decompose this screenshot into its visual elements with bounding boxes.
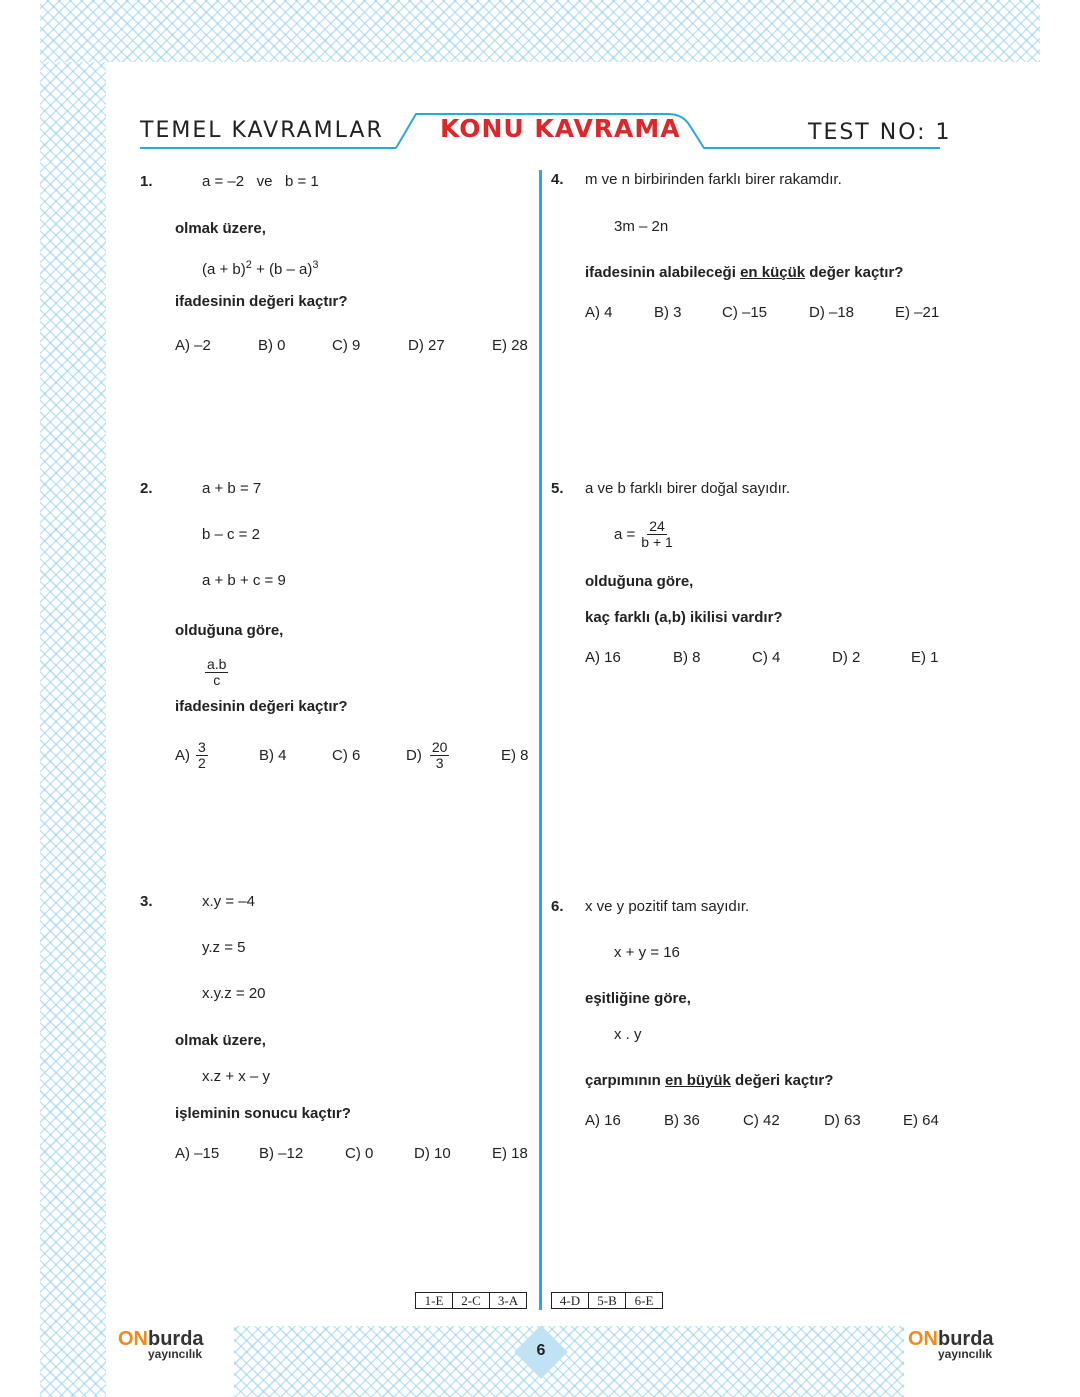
bottom-pattern-band xyxy=(234,1326,904,1397)
page-number: 6 xyxy=(536,1342,546,1359)
logo-subtitle: yayıncılık xyxy=(148,1347,203,1361)
header-center-title: KONU KAVRAMA xyxy=(440,114,681,143)
logo-on: ON xyxy=(118,1328,148,1350)
question-number: 5. xyxy=(551,480,564,497)
expression: x.z + x – y xyxy=(202,1068,270,1085)
question-number: 3. xyxy=(140,893,153,910)
equation-1: a + b = 7 xyxy=(202,480,262,497)
equation-2: b – c = 2 xyxy=(202,526,260,543)
fraction-expression xyxy=(614,519,673,550)
expression: x . y xyxy=(614,1026,642,1043)
option-d[interactable]: D) 63 xyxy=(824,1112,861,1129)
header-right-title: TEST NO: 1 xyxy=(808,120,952,145)
expr-base-2: + (b – a) xyxy=(251,261,313,278)
option-b[interactable]: B) 3 xyxy=(654,304,682,321)
answer-key-item: 3-A xyxy=(497,1293,519,1308)
option-a[interactable]: A) –15 xyxy=(175,1145,220,1162)
option-d-denominator: 3 xyxy=(435,755,444,771)
option-d[interactable]: D) –18 xyxy=(809,304,855,321)
question-prompt: kaç farklı (a,b) ikilisi vardır? xyxy=(585,609,783,626)
header-left-title: TEMEL KAVRAMLAR xyxy=(140,118,384,143)
option-d[interactable] xyxy=(406,740,449,771)
lhs: a = xyxy=(614,526,636,543)
option-b[interactable]: B) 8 xyxy=(673,649,701,666)
emphasis-underlined: en büyük xyxy=(665,1072,731,1089)
top-pattern-border xyxy=(40,0,1040,62)
option-a[interactable]: A) 16 xyxy=(585,1112,621,1129)
answer-key-item: 1-E xyxy=(416,1293,453,1308)
condition-text: eşitliğine göre, xyxy=(585,990,691,1007)
statement: m ve n birbirinden farklı birer rakamdır. xyxy=(585,171,842,188)
prompt-end: değer kaçtır? xyxy=(805,264,904,281)
option-c[interactable]: C) 6 xyxy=(332,747,361,764)
logo-burda: burda xyxy=(148,1328,204,1350)
option-b[interactable]: B) –12 xyxy=(259,1145,304,1162)
option-e[interactable]: E) 1 xyxy=(911,649,939,666)
logo-on: ON xyxy=(908,1328,938,1350)
content-area xyxy=(106,62,1040,1326)
condition-text: olduğuna göre, xyxy=(585,573,694,590)
option-b[interactable]: B) 0 xyxy=(258,337,286,354)
option-d-numerator: 20 xyxy=(431,739,448,755)
question-number: 4. xyxy=(551,171,564,188)
equation-1: x.y = –4 xyxy=(202,893,255,910)
fraction-numerator: 24 xyxy=(649,518,665,534)
fraction-denominator: b + 1 xyxy=(641,534,673,550)
question-prompt: ifadesinin değeri kaçtır? xyxy=(175,293,348,310)
option-c[interactable]: C) –15 xyxy=(722,304,768,321)
question-prompt xyxy=(585,1072,833,1090)
option-label: A) xyxy=(175,747,190,764)
answer-key-item: 4-D xyxy=(552,1293,589,1308)
option-e[interactable]: E) 18 xyxy=(492,1145,528,1162)
question-prompt: işleminin sonucu kaçtır? xyxy=(175,1105,351,1122)
prompt-start: ifadesinin alabileceği xyxy=(585,264,741,281)
option-d[interactable]: D) 2 xyxy=(832,649,861,666)
answer-key-left xyxy=(415,1292,527,1309)
prompt-end: değeri kaçtır? xyxy=(730,1072,834,1089)
logo-subtitle: yayıncılık xyxy=(938,1347,993,1361)
column-divider xyxy=(539,170,542,1310)
condition-text: olduğuna göre, xyxy=(175,622,284,639)
option-a[interactable] xyxy=(175,740,208,771)
answer-key-right xyxy=(551,1292,663,1309)
option-e[interactable]: E) –21 xyxy=(895,304,940,321)
option-a[interactable]: A) 16 xyxy=(585,649,621,666)
question-prompt: ifadesinin değeri kaçtır? xyxy=(175,698,348,715)
expression: 3m – 2n xyxy=(614,218,669,235)
question-number: 6. xyxy=(551,898,564,915)
option-a-numerator: 3 xyxy=(198,739,206,755)
logo-burda: burda xyxy=(938,1328,994,1350)
fraction-ab-over-c xyxy=(205,657,228,688)
prompt-start: çarpımının xyxy=(585,1072,666,1089)
answer-key-item: 6-E xyxy=(634,1293,654,1308)
equation-3: x.y.z = 20 xyxy=(202,985,266,1002)
option-b[interactable]: B) 4 xyxy=(259,747,287,764)
question-number: 1. xyxy=(140,173,153,190)
statement: x ve y pozitif tam sayıdır. xyxy=(585,898,750,915)
publisher-logo-right xyxy=(908,1328,994,1361)
condition-text: olmak üzere, xyxy=(175,220,266,237)
equation-3: a + b + c = 9 xyxy=(202,572,286,589)
option-a-denominator: 2 xyxy=(198,755,206,771)
option-c[interactable]: C) 4 xyxy=(752,649,781,666)
option-d[interactable]: D) 10 xyxy=(414,1145,451,1162)
equation: x + y = 16 xyxy=(614,944,680,961)
given-values: a = –2 ve b = 1 xyxy=(202,173,319,190)
fraction-numerator: a.b xyxy=(207,656,227,672)
option-e[interactable]: E) 64 xyxy=(903,1112,939,1129)
answer-key-item: 5-B xyxy=(589,1293,626,1308)
expr-base-1: (a + b) xyxy=(202,261,246,278)
statement: a ve b farklı birer doğal sayıdır. xyxy=(585,480,791,497)
expression xyxy=(202,256,318,279)
option-c[interactable]: C) 0 xyxy=(345,1145,374,1162)
left-pattern-border xyxy=(40,0,106,1397)
equation-2: y.z = 5 xyxy=(202,939,246,956)
option-e[interactable]: E) 28 xyxy=(492,337,528,354)
option-e[interactable]: E) 8 xyxy=(501,747,529,764)
answer-key-item: 2-C xyxy=(453,1293,490,1308)
fraction-denominator: c xyxy=(213,672,221,688)
exponent-2: 3 xyxy=(312,259,319,271)
question-prompt xyxy=(585,264,903,282)
option-c[interactable]: C) 9 xyxy=(332,337,361,354)
condition-text: olmak üzere, xyxy=(175,1032,266,1049)
option-a[interactable]: A) 4 xyxy=(585,304,613,321)
option-a[interactable]: A) –2 xyxy=(175,337,211,354)
question-number: 2. xyxy=(140,480,153,497)
option-d[interactable]: D) 27 xyxy=(408,337,445,354)
option-b[interactable]: B) 36 xyxy=(664,1112,700,1129)
publisher-logo-left xyxy=(118,1328,204,1361)
emphasis-underlined: en küçük xyxy=(740,264,806,281)
option-label: D) xyxy=(406,747,422,764)
exponent-1: 2 xyxy=(245,259,252,271)
option-c[interactable]: C) 42 xyxy=(743,1112,780,1129)
